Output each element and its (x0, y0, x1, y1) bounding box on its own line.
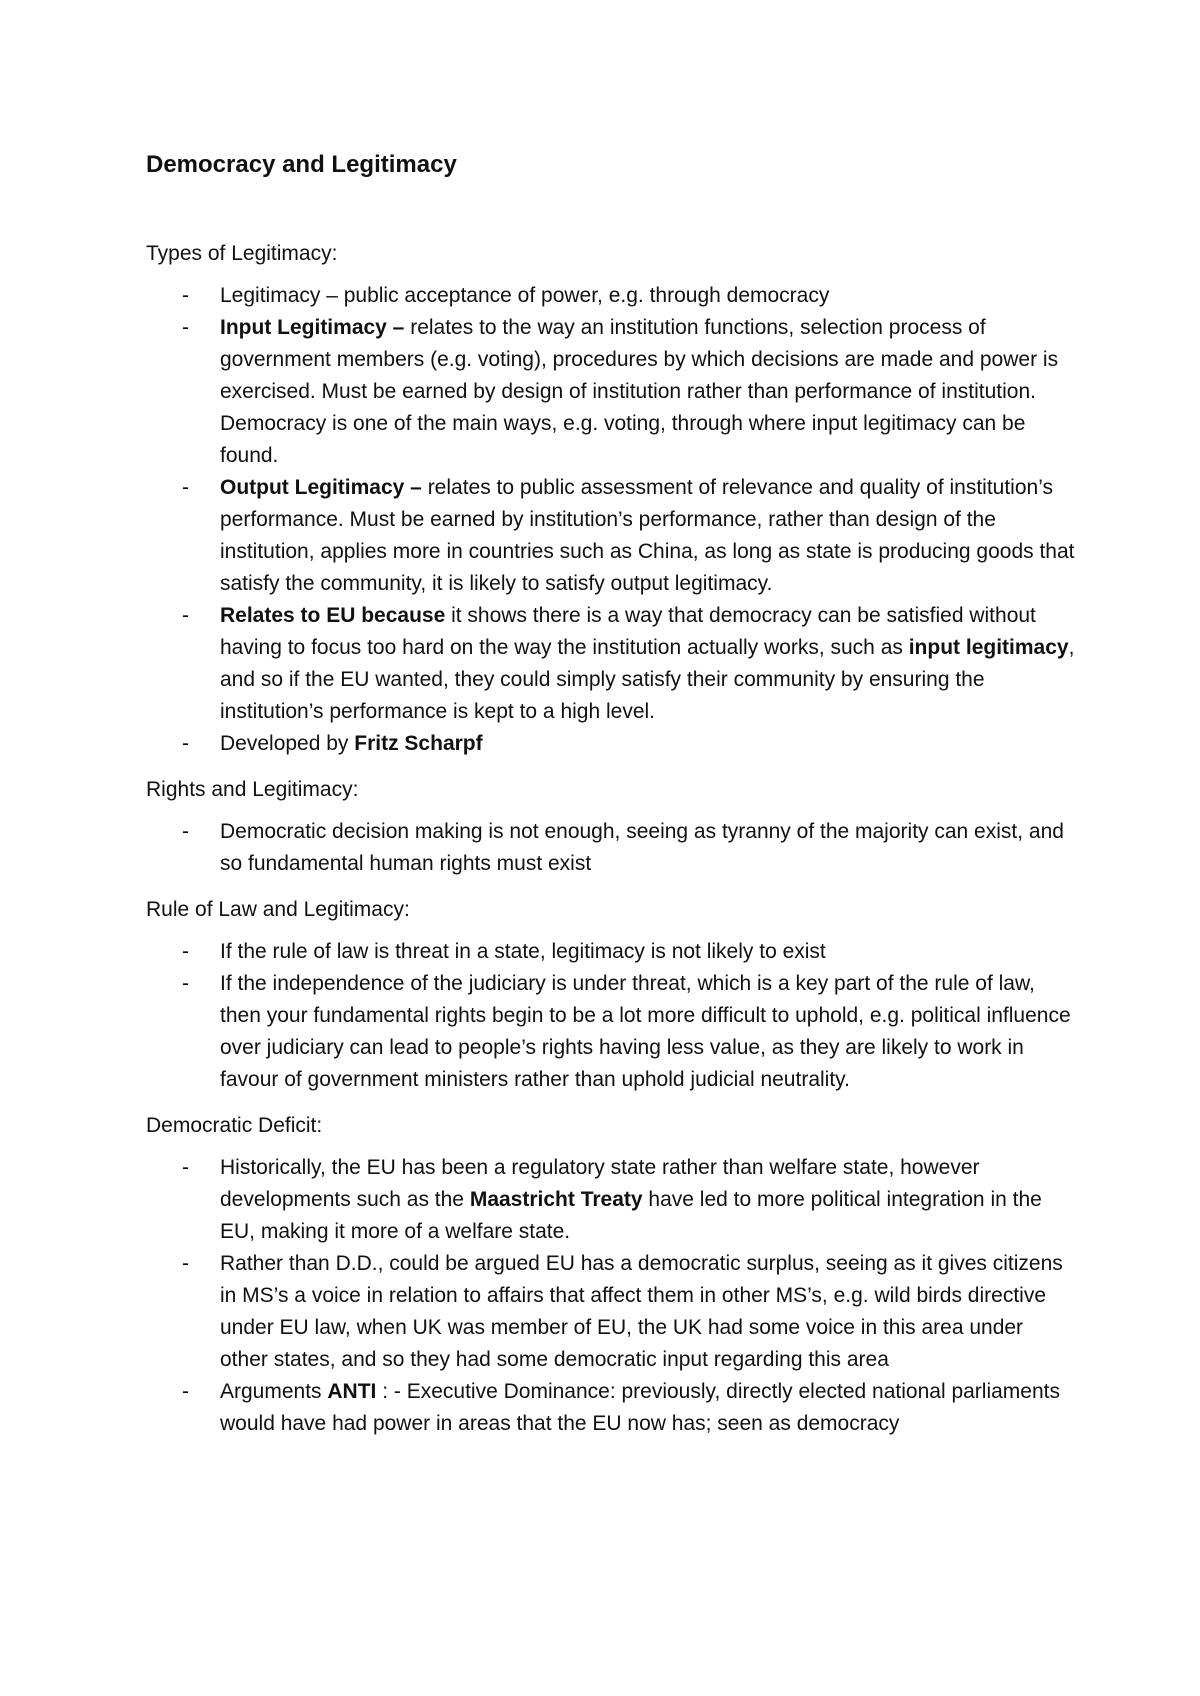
list-item-text: relates to the way an institution functions, selection process of government members (e.g. voting), procedures by which decisions are made and power is exercised. Must be earned by design of institution rather than performance of institution. Democracy is one of the main ways, e.g. voting, through where input legitimacy can be found. (220, 316, 1059, 467)
list-item (146, 936, 1076, 968)
rule-of-law-list (146, 936, 1076, 1096)
bold-term: input legitimacy (908, 636, 1069, 659)
list-item (146, 472, 1076, 600)
dash-bullet: - (182, 604, 189, 627)
list-item (146, 1376, 1076, 1440)
list-item-text: If the rule of law is threat in a state, legitimacy is not likely to exist (220, 940, 826, 963)
list-item-text: : - Executive Dominance: previously, directly elected national parliaments would have had power in areas that the EU now has; seen as democracy (220, 1380, 1060, 1435)
dash-bullet: - (182, 476, 189, 499)
dash-bullet: - (182, 316, 189, 339)
bold-term: Relates to EU because (220, 604, 446, 627)
dash-bullet: - (182, 972, 189, 995)
bold-term: Maastricht Treaty (469, 1188, 643, 1211)
dash-bullet: - (182, 284, 189, 307)
list-item (146, 816, 1076, 880)
section-heading-rights: Rights and Legitimacy: (146, 778, 359, 801)
list-item (146, 728, 1076, 760)
page-title: Democracy and Legitimacy (146, 151, 457, 178)
dash-bullet: - (182, 820, 189, 843)
list-item (146, 1152, 1076, 1248)
list-item (146, 312, 1076, 472)
dash-bullet: - (182, 940, 189, 963)
list-item (146, 600, 1076, 728)
list-item-text: Arguments (220, 1380, 328, 1403)
list-item (146, 968, 1076, 1096)
list-item-text: Legitimacy – public acceptance of power, e.g. through democracy (220, 284, 830, 307)
list-item-text: relates to public assessment of relevance and quality of institution’s performance. Must be earned by institution’s performance, rather than design of the institution, applies more in countries such as China, as long as state is producing goods that satisfy the community, it is likely to satisfy output legitimacy. (220, 476, 1075, 595)
list-item-text: it shows there is a way that democracy can be satisfied without having to focus too hard on the way the institution actually works, such as (220, 604, 1036, 659)
types-list (146, 280, 1076, 760)
bold-term: ANTI (327, 1380, 377, 1403)
bold-term: Output Legitimacy – (220, 476, 422, 499)
dash-bullet: - (182, 1156, 189, 1179)
dash-bullet: - (182, 1380, 189, 1403)
bold-term: Input Legitimacy – (220, 316, 405, 339)
list-item (146, 1248, 1076, 1376)
bold-term: Fritz Scharpf (354, 732, 483, 755)
document-body (146, 150, 1076, 1454)
rights-list (146, 816, 1076, 880)
dash-bullet: - (182, 732, 189, 755)
list-item-text: Historically, the EU has been a regulatory state rather than welfare state, however developments such as the (220, 1156, 980, 1211)
list-item-text: Democratic decision making is not enough, seeing as tyranny of the majority can exist, and so fundamental human rights must exist (220, 820, 1064, 875)
list-item-text: If the independence of the judiciary is under threat, which is a key part of the rule of law, then your fundamental rights begin to be a lot more difficult to uphold, e.g. political influence over judiciary can lead to people’s rights having less value, as they are likely to work in favour of government ministers rather than uphold judicial neutrality. (220, 972, 1071, 1091)
section-heading-types: Types of Legitimacy: (146, 242, 338, 265)
list-item-text: Developed by (220, 732, 355, 755)
dash-bullet: - (182, 1252, 189, 1275)
section-heading-deficit: Democratic Deficit: (146, 1114, 323, 1137)
list-item-text: have led to more political integration in the EU, making it more of a welfare state. (220, 1188, 1042, 1243)
list-item-text: , and so if the EU wanted, they could simply satisfy their community by ensuring the institution’s performance is kept to a high level. (220, 636, 1075, 723)
deficit-list (146, 1152, 1076, 1440)
list-item-text: Rather than D.D., could be argued EU has a democratic surplus, seeing as it gives citizens in MS’s a voice in relation to affairs that affect them in other MS’s, e.g. wild birds directive under EU law, when UK was member of EU, the UK had some voice in this area under other states, and so they had some democratic input regarding this area (220, 1252, 1063, 1371)
section-heading-rule-of-law: Rule of Law and Legitimacy: (146, 898, 410, 921)
list-item (146, 280, 1076, 312)
